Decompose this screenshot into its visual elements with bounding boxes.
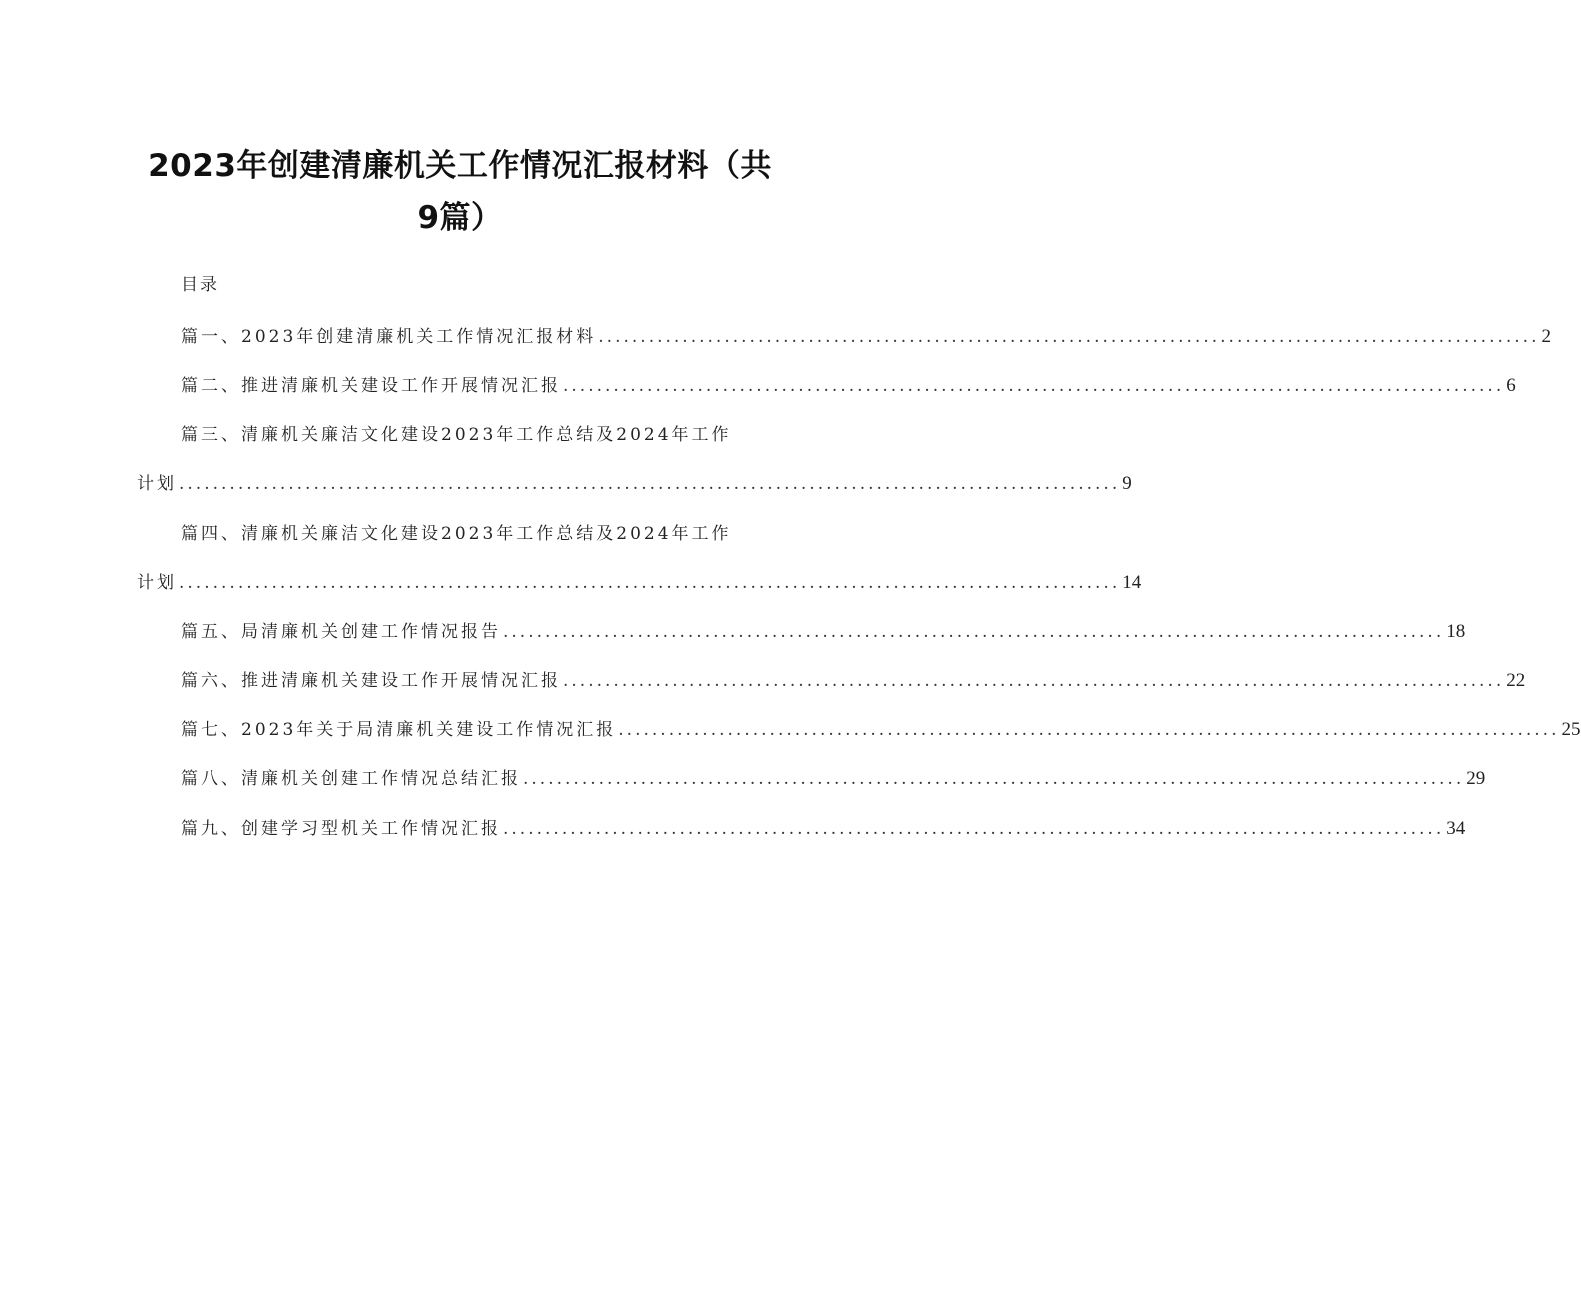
toc-entry-label: 计划 xyxy=(137,573,177,593)
toc-entry-label: 计划 xyxy=(137,474,177,494)
toc-page-number: 18 xyxy=(1446,621,1466,642)
toc-leader-dots: ................................................................................................................ xyxy=(523,769,1465,789)
toc-entry-3-line-1[interactable]: 篇三、清廉机关廉洁文化建设2023年工作总结及2024年工作 xyxy=(181,425,732,445)
toc-entry-label: 篇七、2023年关于局清廉机关建设工作情况汇报 xyxy=(181,720,617,740)
toc-entry-label: 篇九、创建学习型机关工作情况汇报 xyxy=(181,819,501,839)
toc-entry-9[interactable] xyxy=(181,814,1466,840)
toc-entry-7[interactable] xyxy=(181,715,1581,741)
toc-leader-dots: ................................................................................................................ xyxy=(179,474,1121,494)
toc-entry-6[interactable] xyxy=(181,666,1526,692)
toc-entry-8[interactable] xyxy=(181,764,1486,790)
toc-entry-4[interactable] xyxy=(137,568,1142,594)
toc-entry-label: 篇五、局清廉机关创建工作情况报告 xyxy=(181,622,501,642)
toc-leader-dots: ................................................................................................................ xyxy=(598,327,1540,347)
toc-entry-label: 篇六、推进清廉机关建设工作开展情况汇报 xyxy=(181,671,561,691)
toc-entry-2[interactable] xyxy=(181,371,1516,397)
toc-leader-dots: ................................................................................................................ xyxy=(179,573,1121,593)
toc-page-number: 6 xyxy=(1506,375,1516,396)
toc-page-number: 25 xyxy=(1561,719,1581,740)
toc-entry-4-line-1[interactable]: 篇四、清廉机关廉洁文化建设2023年工作总结及2024年工作 xyxy=(181,524,732,544)
toc-leader-dots: ................................................................................................................ xyxy=(618,720,1560,740)
toc-entry-1[interactable] xyxy=(181,322,1551,348)
toc-entry-5[interactable] xyxy=(181,617,1466,643)
toc-page-number: 14 xyxy=(1122,572,1142,593)
toc-page-number: 2 xyxy=(1541,326,1551,347)
toc-page-number: 29 xyxy=(1466,768,1486,789)
toc-page-number: 9 xyxy=(1122,473,1132,494)
toc-entry-label: 篇二、推进清廉机关建设工作开展情况汇报 xyxy=(181,376,561,396)
toc-heading: 目录 xyxy=(181,275,219,295)
toc-entry-label: 篇一、2023年创建清廉机关工作情况汇报材料 xyxy=(181,327,597,347)
document-title xyxy=(120,140,800,244)
toc-leader-dots: ................................................................................................................ xyxy=(503,622,1445,642)
toc-page-number: 34 xyxy=(1446,818,1466,839)
toc-entry-label: 篇八、清廉机关创建工作情况总结汇报 xyxy=(181,769,521,789)
document-title-line-1: 2023年创建清廉机关工作情况汇报材料（共 xyxy=(148,148,772,184)
toc-leader-dots: ................................................................................................................ xyxy=(563,671,1505,691)
document-title-line-2: 9篇） xyxy=(417,200,503,236)
toc-entry-3[interactable] xyxy=(137,469,1132,495)
toc-page-number: 22 xyxy=(1506,670,1526,691)
toc-leader-dots: ................................................................................................................ xyxy=(503,819,1445,839)
toc-leader-dots: ................................................................................................................ xyxy=(563,376,1505,396)
